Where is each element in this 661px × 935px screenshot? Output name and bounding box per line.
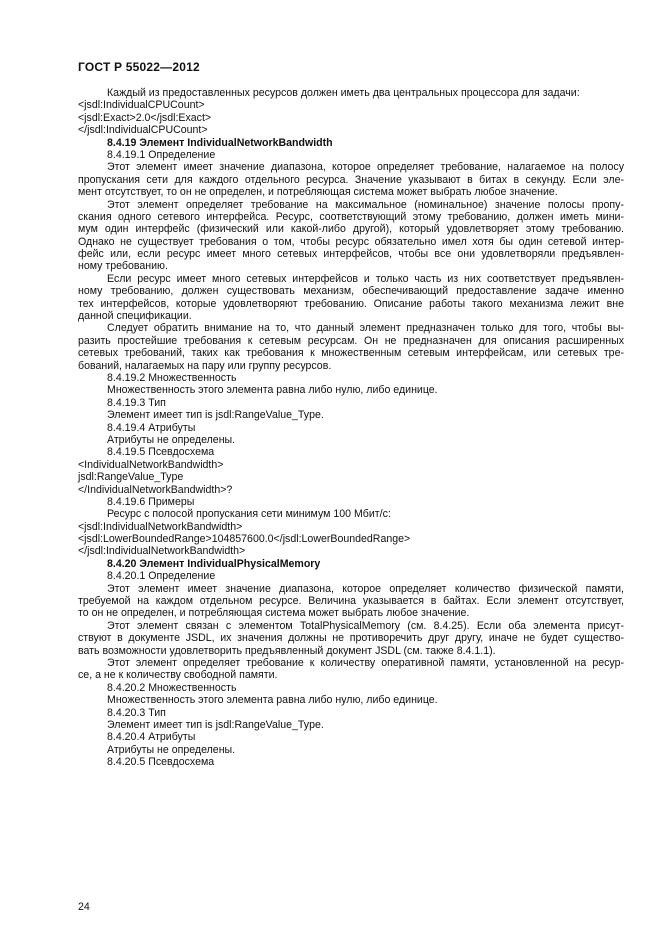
paragraph-line: Элемент имеет тип is jsdl:RangeValue_Type. — [107, 409, 324, 422]
paragraph-line: Этот элемент связан с элементом TotalPhysicalMemory (см. 8.4.25). Если оба элемента присут- — [107, 619, 624, 632]
paragraph-line: Ресурс с полосой пропускания сети минимум 100 Мбит/с: — [107, 508, 391, 521]
section-heading: 8.4.20 Элемент IndividualPhysicalMemory — [107, 557, 321, 570]
code-line: <jsdl:Exact>2.0</jsdl:Exact> — [78, 111, 212, 124]
paragraph-line: Атрибуты не определены. — [107, 743, 236, 756]
subsection-heading: 8.4.20.1 Определение — [107, 570, 216, 583]
paragraph-line: мент отсутствует, то он не определен, и потребляющая система может выбрать любое значение. — [78, 186, 558, 199]
paragraph-line: Этот элемент определяет требование на максимальное (номинальное) значение полосы пропу- — [107, 198, 624, 211]
subsection-heading: 8.4.19.3 Тип — [107, 396, 166, 409]
paragraph-line: бований, налагаемых на пару или группу ресурсов. — [78, 359, 332, 372]
section-heading: 8.4.19 Элемент IndividualNetworkBandwidth — [107, 136, 333, 149]
subsection-heading: 8.4.19.2 Множественность — [107, 371, 237, 384]
paragraph-line: Этот элемент имеет значение диапазона, которое определяет требование, налагаемое на полосу — [107, 161, 624, 174]
paragraph-line: се, а не к количеству свободной памяти. — [78, 669, 278, 682]
paragraph-line: Атрибуты не определены. — [107, 433, 236, 446]
paragraph-line: Элемент имеет тип is jsdl:RangeValue_Type. — [107, 718, 324, 731]
subsection-heading: 8.4.20.3 Тип — [107, 706, 166, 719]
subsection-heading: 8.4.19.5 Псевдосхема — [107, 446, 215, 459]
paragraph-line: мум один интерфейс (физический или какой-либо другой), который удовлетворяет этому требованию. — [78, 223, 624, 236]
paragraph-line: то он не определен, и потребляющая система может выбрать любое значение. — [78, 607, 470, 620]
paragraph-line: Этот элемент определяет требование к количеству оперативной памяти, установленной на ресур- — [107, 656, 624, 669]
code-line: jsdl:RangeValue_Type — [78, 471, 184, 484]
document-body — [78, 87, 624, 768]
subsection-heading: 8.4.19.1 Определение — [107, 148, 216, 161]
code-line: </jsdl:IndividualCPUCount> — [78, 124, 208, 137]
paragraph-line: сетевых требований, таких как требования к множественным сетевым интерфейсам, или сетевых тре- — [78, 347, 624, 360]
paragraph-line: тех интерфейсов, которые удовлетворяют требованию. Описание работы такого механизма лежит вне — [78, 297, 624, 310]
paragraph-line: данной спецификации. — [78, 310, 192, 323]
paragraph-line: Каждый из предоставленных ресурсов должен иметь два центральных процессора для задачи: — [107, 87, 580, 99]
paragraph-line: Следует обратить внимание на то, что данный элемент предназначен только для того, чтобы вы- — [107, 322, 624, 335]
page-number: 24 — [78, 901, 90, 913]
paragraph-line: Множественность этого элемента равна либо нулю, либо единице. — [107, 694, 438, 707]
paragraph-line: Множественность этого элемента равна либо нулю, либо единице. — [107, 384, 438, 397]
paragraph-line: требуемой на каждом отдельном ресурсе. Величина указывается в байтах. Если элемент отсутствует, — [78, 595, 624, 608]
paragraph-line: ному требованию. — [78, 260, 168, 273]
paragraph-line: ному требованию, должен существовать механизм, обеспечивающий предоставление задаче именно — [78, 285, 624, 298]
paragraph-line: скания одного сетевого интерфейса. Ресурс, соответствующий этому требованию, должен иметь мини- — [78, 210, 624, 223]
paragraph-line: Если ресурс имеет много сетевых интерфейсов и только часть из них соответствует предъявлен- — [107, 272, 624, 285]
paragraph-line: ствуют в документе JSDL, их значения должны не противоречить друг другу, иначе не будет существо- — [78, 632, 624, 645]
code-line: <jsdl:LowerBoundedRange>104857600.0</jsdl:LowerBoundedRange> — [78, 533, 411, 546]
paragraph-line: фейс или, если ресурс имеет много сетевых интерфейсов, чтобы все они удовлетворяли предъявлен- — [78, 248, 624, 261]
paragraph-line: пропускания сети для каждого отдельного ресурса. Значение указывают в битах в секунду. Если эле- — [78, 173, 624, 186]
subsection-heading: 8.4.20.4 Атрибуты — [107, 731, 196, 744]
subsection-heading: 8.4.19.6 Примеры — [107, 495, 195, 508]
code-line: </IndividualNetworkBandwidth>? — [78, 483, 233, 496]
subsection-heading: 8.4.20.5 Псевдосхема — [107, 756, 215, 769]
paragraph-line: Однако не существует требования о том, чтобы ресурс обязательно имел хотя бы один сетевой интер- — [78, 235, 624, 248]
subsection-heading: 8.4.20.2 Множественность — [107, 681, 237, 694]
subsection-heading: 8.4.19.4 Атрибуты — [107, 421, 196, 434]
code-line: <jsdl:IndividualCPUCount> — [78, 99, 205, 112]
paragraph-line: Этот элемент имеет значение диапазона, которое определяет количество физической памяти, — [107, 582, 624, 595]
code-line: <jsdl:IndividualNetworkBandwidth> — [78, 520, 243, 533]
standard-code-header: ГОСТ Р 55022—2012 — [78, 60, 200, 74]
paragraph-line: вать возможности удовлетворить предъявленный документ JSDL (см. также 8.4.1.1). — [78, 644, 496, 657]
paragraph-line: разить простейшие требования к сетевым ресурсам. Он не предназначен для описания расширенных — [78, 334, 624, 347]
code-line: <IndividualNetworkBandwidth> — [78, 458, 224, 471]
code-line: </jsdl:IndividualNetworkBandwidth> — [78, 545, 246, 558]
